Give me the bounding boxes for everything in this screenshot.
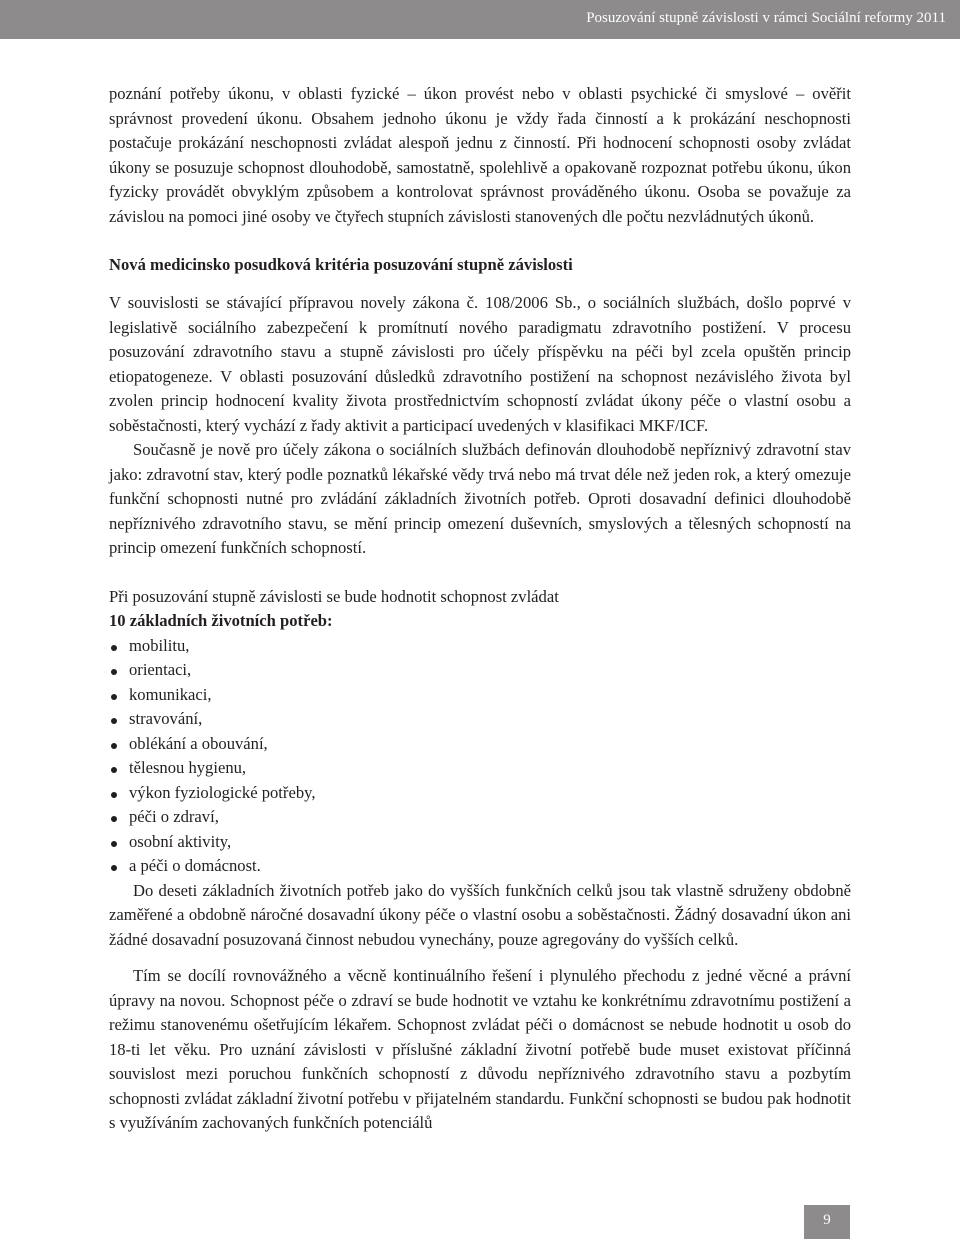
needs-title: 10 základních životních potřeb: (109, 611, 333, 630)
needs-list (109, 634, 851, 879)
bullet-icon (111, 694, 117, 700)
page-number: 9 (823, 1212, 831, 1228)
intro-paragraph: poznání potřeby úkonu, v oblasti fyzické – úkon provést nebo v oblasti psychické či smyslové – ověřit správnost provedení úkonu. Obsahem jednoho úkonu je vždy řada činností a k prokázání neschopnosti postačuje prokázání neschopnosti zvládat alespoň jednu z činností. Při hodnocení schopnosti osoby zvládat úkony se posuzuje schopnost dlouhodobě, samostatně, spolehlivě a opakovaně rozpoznat potřebu úkonu, úkon fyzicky provádět obvyklým způsobem a kontrolovat správnost prováděného úkonu. Osoba se považuje za závislou na pomoci jiné osoby ve čtyřech stupních závislosti stanovených dle počtu nezvládnutých úkonů. (109, 84, 851, 226)
list-item: péči o zdraví, (109, 805, 851, 830)
list-item: komunikaci, (109, 683, 851, 708)
list-item: výkon fyziologické potřeby, (109, 781, 851, 806)
list-item: a péči o domácnost. (109, 854, 851, 879)
bullet-icon (111, 841, 117, 847)
page-content (109, 82, 851, 1136)
section-paragraph-1: V souvislosti se stávající přípravou novely zákona č. 108/2006 Sb., o sociálních službách, došlo poprvé v legislativě sociálního zabezpečení k promítnutí nového paradigmatu zdravotního postižení. V procesu posuzování zdravotního stavu a stupně závislosti pro účely příspěvku na péči byl zcela opuštěn princip etiopatogeneze. V oblasti posuzování důsledků zdravotního postižení na schopnost nezávislého života byl zvolen princip hodnocení kvality života prostřednictvím schopností zvládat úkony péče o vlastní osobu a soběstačnosti, který vychází z řady aktivit a participací uvedených v klasifikaci MKF/ICF. (109, 293, 851, 435)
bullet-icon (111, 743, 117, 749)
list-item: stravování, (109, 707, 851, 732)
closing-paragraph-1: Do deseti základních životních potřeb jako do vyšších funkčních celků jsou tak vlastně sdruženy obdobně zaměřené a obdobně náročné dosavadní úkony péče o vlastní osobu a soběstačnosti. Žádný dosavadní úkon ani žádné dosavadní posuzovaná činnost nebudou vynechány, pouze agregovány do vyšších celků. (109, 880, 851, 949)
list-item: oblékání a obouvání, (109, 732, 851, 757)
section-heading: Nová medicinsko posudková kritéria posuzování stupně závislosti (109, 255, 573, 274)
bullet-icon (111, 718, 117, 724)
bullet-icon (111, 669, 117, 675)
closing-paragraph-2: Tím se docílí rovnovážného a věcně kontinuálního řešení i plynulého přechodu z jedné věcné a právní úpravy na novou. Schopnost péče o zdraví se bude hodnotit ve vztahu ke konkrétnímu zdravotnímu postižení a režimu stanovenému ošetřujícím lékařem. Schopnost zvládat péči o domácnost se nebude hodnotit u osob do 18-ti let věku. Pro uznání závislosti v příslušné základní životní potřebě bude muset existovat příčinná souvislost mezi poruchou funkčních schopností z důvodu nepříznivého zdravotního stavu a pozbytím schopnosti zvládat základní životní potřebu v přijatelném standardu. Funkční schopnosti se budou pak hodnotit s využíváním zachovaných funkčních potenciálů (109, 966, 851, 1132)
page-number-box (804, 1205, 850, 1239)
list-item: osobní aktivity, (109, 830, 851, 855)
running-header-title: Posuzování stupně závislosti v rámci Sociální reformy 2011 (586, 10, 946, 26)
bullet-icon (111, 792, 117, 798)
bullet-icon (111, 767, 117, 773)
running-header (0, 0, 960, 39)
list-item: orientaci, (109, 658, 851, 683)
bullet-icon (111, 865, 117, 871)
bullet-icon (111, 645, 117, 651)
bullet-icon (111, 816, 117, 822)
list-item: tělesnou hygienu, (109, 756, 851, 781)
list-item: mobilitu, (109, 634, 851, 659)
section-paragraph-2: Současně je nově pro účely zákona o sociálních službách definován dlouhodobě nepříznivý zdravotní stav jako: zdravotní stav, který podle poznatků lékařské vědy trvá nebo má trvat déle než jeden rok, a který omezuje funkční schopnosti nutné pro zvládání základních životních potřeb. Oproti dosavadní definici dlouhodobě nepříznivého zdravotního stavu, se mění princip omezení duševních, smyslových a tělesných schopností na princip omezení funkčních schopností. (109, 440, 851, 557)
needs-intro: Při posuzování stupně závislosti se bude hodnotit schopnost zvládat (109, 586, 559, 606)
